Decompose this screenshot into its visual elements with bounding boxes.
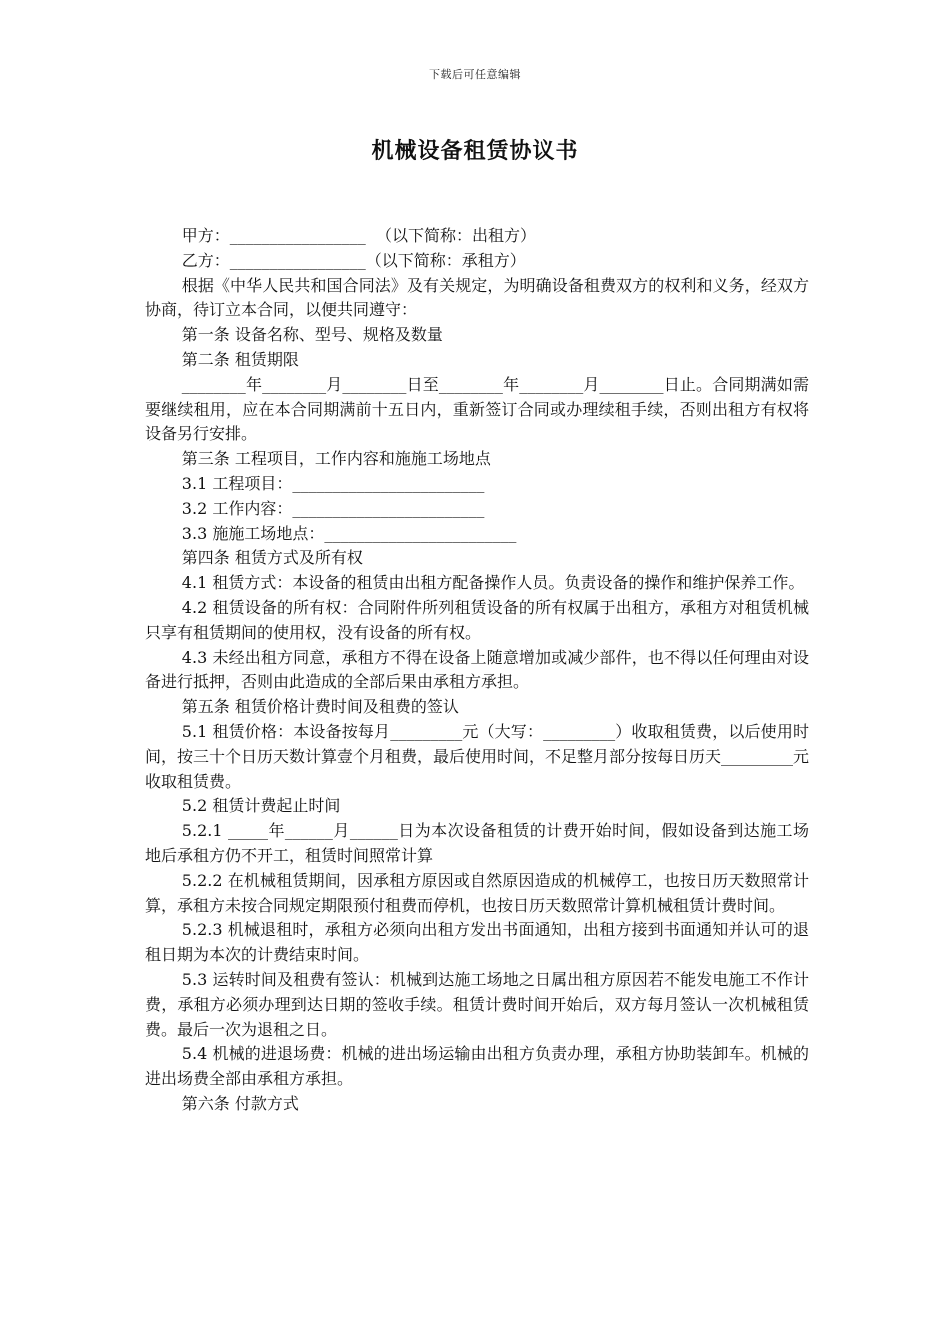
clause-5-2-2: 5.2.2 在机械租赁期间，因承租方原因或自然原因造成的机械停工，也按日历天数照常计算，承租方未按合同规定期限预付租费而停机，也按日历天数照常计算机械租赁计费时间。 (145, 870, 809, 915)
article-5-heading: 第五条 租赁价格计费时间及租费的签认 (181, 697, 459, 717)
document-title: 机械设备租赁协议书 (371, 138, 579, 164)
header-note: 下载后可任意编辑 (429, 68, 521, 81)
clause-4-3: 4.3 未经出租方同意，承租方不得在设备上随意增加或减少部件，也不得以任何理由对设备进行抵押，否则由此造成的全部后果由承租方承担。 (145, 647, 809, 692)
party-a-line: 甲方：_________________ （以下简称：出租方） (181, 226, 536, 245)
party-b-line: 乙方：_________________（以下简称：承租方） (181, 250, 526, 270)
article-6-heading: 第六条 付款方式 (181, 1093, 299, 1113)
clause-3-2: 3.2 工作内容：________________________ (181, 498, 485, 518)
clause-5-1: 5.1 租赁价格：本设备按每月_________元（大写：_________）收取租赁费，以后使用时间，按三十个日历天数计算壹个月租费，最后使用时间，不足整月部分按每日历天_________元收取租赁费。 (145, 721, 810, 791)
article-4-heading: 第四条 租赁方式及所有权 (181, 548, 363, 568)
clause-5-2-3: 5.2.3 机械退租时，承租方必须向出租方发出书面通知，出租方接到书面通知并认可的退租日期为本次的计费结束时间。 (145, 920, 809, 965)
clause-5-3: 5.3 运转时间及租费有签认：机械到达施工场地之日属出租方原因若不能发电施工不作计费，承租方必须办理到达日期的签收手续。租赁计费时间开始后，双方每月签认一次机械租赁费。最后一次为退租之日。 (145, 969, 809, 1039)
article-2-heading: 第二条 租赁期限 (181, 349, 299, 369)
document-body (145, 224, 809, 1117)
lease-term-paragraph: ________年________月________日至________年________月________日止。合同期满如需要继续租用，应在本合同期满前十五日内，重新签订合同或办理续租手续，否则出租方有权将设备另行安排。 (145, 374, 809, 444)
clause-4-1: 4.1 租赁方式：本设备的租赁由出租方配备操作人员。负责设备的操作和维护保养工作。 (181, 573, 805, 593)
clause-5-4: 5.4 机械的进退场费：机械的进出场运输由出租方负责办理，承租方协助装卸车。机械的进出场费全部由承租方承担。 (145, 1044, 809, 1089)
clause-3-1: 3.1 工程项目：________________________ (181, 473, 485, 493)
clause-5-2: 5.2 租赁计费起止时间 (181, 796, 341, 816)
clause-5-2-1: 5.2.1 _____年______月______日为本次设备租赁的计费开始时间，假如设备到达施工场地后承租方仍不开工，租赁时间照常计算 (145, 821, 809, 865)
article-3-heading: 第三条 工程项目，工作内容和施施工场地点 (181, 449, 491, 469)
clause-3-3: 3.3 施施工场地点：________________________ (181, 523, 517, 543)
article-1-heading: 第一条 设备名称、型号、规格及数量 (181, 325, 443, 345)
preamble-paragraph: 根据《中华人民共和国合同法》及有关规定，为明确设备租费双方的权利和义务，经双方协商，待订立本合同，以便共同遵守： (145, 275, 809, 320)
clause-4-2: 4.2 租赁设备的所有权：合同附件所列租赁设备的所有权属于出租方，承租方对租赁机械只享有租赁期间的使用权，没有设备的所有权。 (145, 597, 809, 642)
